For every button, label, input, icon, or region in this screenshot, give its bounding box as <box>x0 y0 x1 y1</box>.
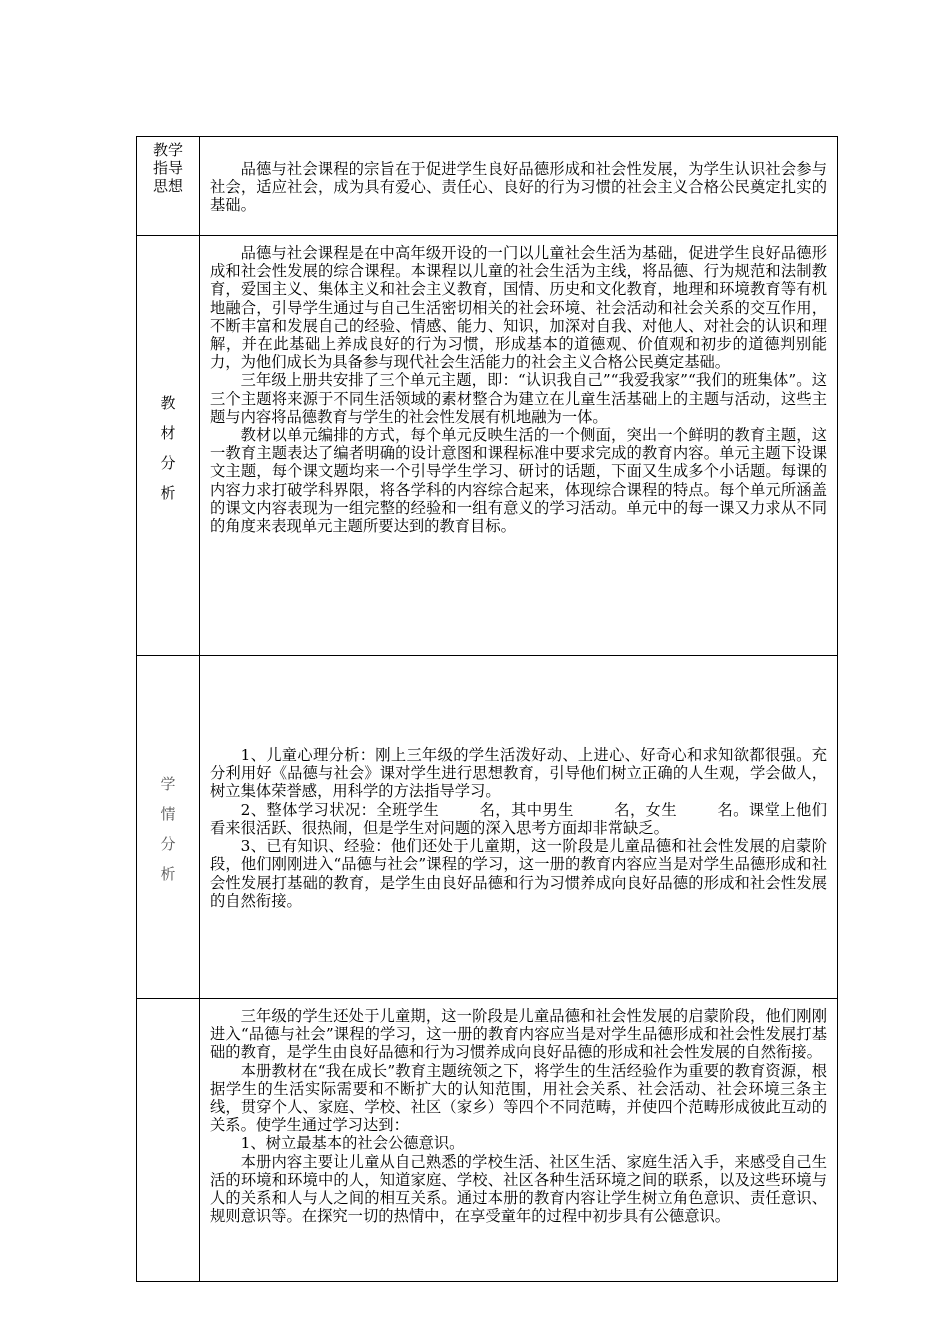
paragraph: 3、已有知识、经验：他们还处于儿童期，这一阶段是儿童品德和社会性发展的启蒙阶段，他们刚刚进入“品德与社会”课程的学习，这一册的教育内容应当是对学生品德形成和社会性发展打基础的教育，是学生由良好品德和行为习惯养成向良好品德的形成和社会性发展的自然衔接。 <box>210 837 827 910</box>
row-content-teaching-goals <box>200 999 838 1282</box>
paragraph: 品德与社会课程的宗旨在于促进学生良好品德形成和社会性发展，为学生认识社会参与社会，适应社会，成为具有爱心、责任心、良好的行为习惯的社会主义合格公民奠定扎实的基础。 <box>210 159 827 215</box>
table-row-teaching-guideline <box>137 137 838 236</box>
paragraph: 本册内容主要让儿童从自己熟悉的学校生活、社区生活、家庭生活入手，来感受自己生活的环境和环境中的人，知道家庭、学校、社区各种生活环境之间的联系，以及这些环境与人的关系和人与人之间的相互关系。通过本册的教育内容让学生树立角色意识、责任意识、规则意识等。在探究一切的热情中，在享受童年的过程中初步具有公德意识。 <box>210 1152 827 1226</box>
paragraph: 1、儿童心理分析：刚上三年级的学生活泼好动、上进心、好奇心和求知欲都很强。充分利用好《品德与社会》课对学生进行思想教育，引导他们树立正确的人生观，学会做人，树立集体荣誉感，用科学的方法指导学习。 <box>210 746 827 801</box>
table-row-textbook-analysis <box>137 236 838 656</box>
row-content-student-analysis <box>200 656 838 999</box>
paragraph: 三年级的学生还处于儿童期，这一阶段是儿童品德和社会性发展的启蒙阶段，他们刚刚进入“品德与社会”课程的学习，这一册的教育内容应当是对学生品德形成和社会性发展打基础的教育，是学生由良好品德和行为习惯养成向良好品德的形成和社会性发展的自然衔接。 <box>210 1007 827 1062</box>
paragraph: 1、树立最基本的社会公德意识。 <box>240 1134 465 1153</box>
paragraph: 本册教材在“我在成长”教育主题统领之下，将学生的生活经验作为重要的教育资源，根据学生的生活实际需要和不断扩大的认知范围，用社会关系、社会活动、社会环境三条主线，贯穿个人、家庭、学校、社区（家乡）等四个不同范畴，并使四个范畴形成彼此互动的关系。使学生通过学习达到： <box>210 1061 827 1135</box>
text-fragment: 名，其中男生 <box>479 800 574 819</box>
label-line: 指导 <box>152 159 183 177</box>
label-line: 教学 <box>152 141 183 159</box>
label-line: 思想 <box>152 177 183 195</box>
paragraph: 品德与社会课程是在中高年级开设的一门以儿童社会生活为基础，促进学生良好品德形成和社会性发展的综合课程。本课程以儿童的社会生活为主线，将品德、行为规范和法制教育，爱国主义、集体主义和社会主义教育，国情、历史和文化教育，地理和环境教育等有机地融合，引导学生通过与自己生活密切相关的社会环境、社会活动和社会关系的交互作用，不断丰富和发展自己的经验、情感、能力、知识，加深对自我、对他人、对社会的认识和理解，并在此基础上养成良好的行为习惯，形成基本的道德观、价值观和初步的道德判别能力，为他们成长为具备参与现代社会生活能力的社会主义合格公民奠定基础。 <box>210 244 827 372</box>
label-char: 学 <box>160 775 176 793</box>
text-fragment: 名。课堂上他们看来很活跃、很热闹，但是学生对问题的深入思考方面却非常缺乏。 <box>210 800 827 837</box>
paragraph: 三年级上册共安排了三个单元主题，即：“认识我自己”“我爱我家”“我们的班集体”。这三个主题将来源于不同生活领域的素材整合为建立在儿童生活基础上的主题与活动，这些主题与内容将品德教育与学生的社会性发展有机地融为一体。 <box>210 371 827 426</box>
paragraph: 教材以单元编排的方式，每个单元反映生活的一个侧面，突出一个鲜明的教育主题，这一教育主题表达了编者明确的设计意图和课程标准中要求完成的教育内容。单元主题下设课文主题，每个课文题均来一个引导学生学习、研讨的话题，下面又生成多个小话题。每课的内容力求打破学科界限，将各学科的内容综合起来，体现综合课程的特点。每个单元所涵盖的课文内容表现为一组完整的经验和一组有意义的学习活动。单元中的每一课又力求从不同的角度来表现单元主题所要达到的教育目标。 <box>210 426 827 536</box>
row-label-empty <box>137 999 200 1282</box>
row-label-student-analysis <box>137 656 200 999</box>
label-char: 析 <box>160 865 176 883</box>
label-char: 分 <box>160 835 176 853</box>
row-content-teaching-guideline <box>200 137 838 236</box>
table-row-teaching-goals <box>137 999 838 1282</box>
label-char: 情 <box>160 805 176 823</box>
row-label-textbook-analysis <box>137 236 200 656</box>
label-char: 材 <box>160 423 176 442</box>
label-char: 教 <box>160 393 176 412</box>
table-row-student-analysis <box>137 656 838 999</box>
text-fragment: 名，女生 <box>613 800 678 819</box>
label-char: 析 <box>160 483 176 502</box>
paragraph <box>210 801 827 837</box>
label-char: 分 <box>160 453 176 472</box>
text-fragment: 2、整体学习状况：全班学生 <box>240 800 440 819</box>
plan-table <box>136 136 838 1282</box>
row-label-teaching-guideline <box>137 137 200 236</box>
row-content-textbook-analysis <box>200 236 838 656</box>
